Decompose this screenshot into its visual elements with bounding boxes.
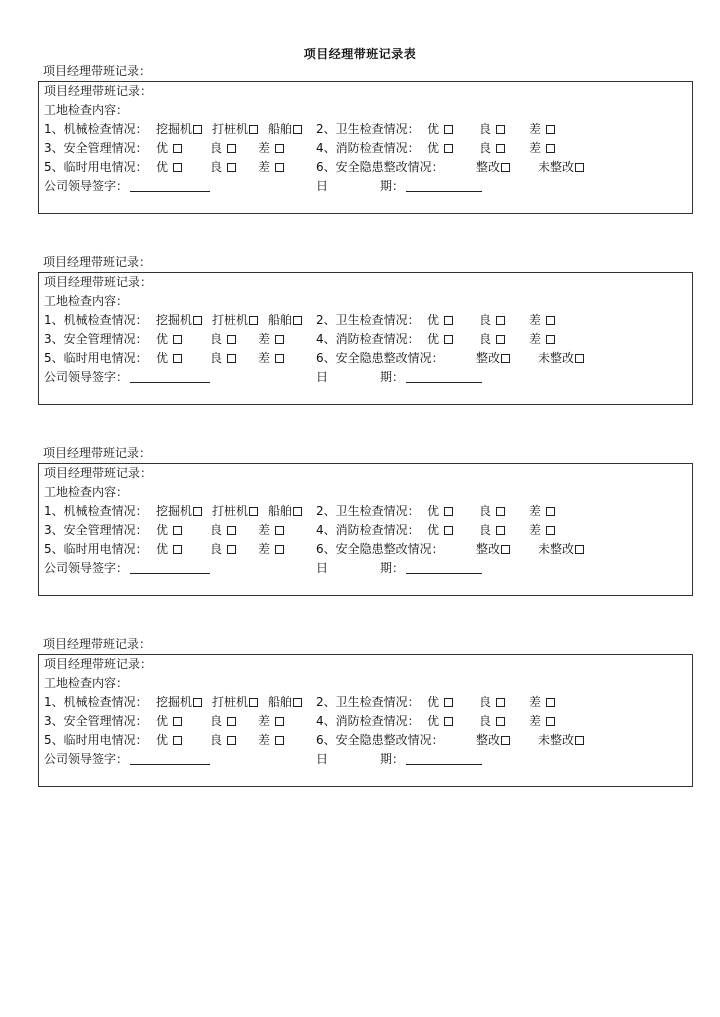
option-label: 良 [210, 733, 223, 747]
checkbox[interactable] [496, 144, 505, 153]
option-label: 优 [427, 714, 440, 728]
temporary-power-label: 5、临时用电情况： [44, 351, 148, 365]
option-poor[interactable] [258, 160, 284, 174]
signature-label: 公司领导签字： [44, 370, 129, 384]
option-label: 打桩机 [212, 695, 249, 709]
option-excellent[interactable] [427, 523, 453, 537]
checkbox[interactable] [496, 125, 505, 134]
option-poor[interactable] [258, 714, 284, 728]
hazard-rectification-label: 6、安全隐患整改情况： [316, 160, 444, 174]
checkbox[interactable] [546, 717, 555, 726]
option-label: 优 [156, 160, 169, 174]
fire-check-label: 4、消防检查情况： [316, 332, 420, 346]
option-label: 整改 [476, 733, 501, 747]
date-label: 期： [380, 370, 405, 384]
checkbox[interactable] [249, 125, 258, 134]
option-good[interactable] [479, 714, 505, 728]
option-not-rectified[interactable] [538, 542, 584, 556]
option-excavator[interactable] [156, 122, 202, 136]
date-line[interactable] [406, 752, 482, 765]
option-excellent[interactable] [156, 733, 182, 747]
record-box [38, 654, 693, 787]
option-excellent[interactable] [156, 523, 182, 537]
record-label: 项目经理带班记录： [44, 657, 153, 671]
option-excavator[interactable] [156, 504, 202, 518]
option-not-rectified[interactable] [538, 351, 584, 365]
machinery-check-label: 1、机械检查情况： [44, 313, 148, 327]
option-pile-driver[interactable] [212, 122, 258, 136]
record-box [38, 81, 693, 214]
option-poor[interactable] [258, 542, 284, 556]
date-field[interactable] [380, 370, 482, 384]
checkbox[interactable] [293, 698, 302, 707]
option-excavator[interactable] [156, 313, 202, 327]
option-excellent[interactable] [427, 122, 453, 136]
option-excellent[interactable] [427, 332, 453, 346]
option-excellent[interactable] [156, 160, 182, 174]
leader-signature-field[interactable] [44, 752, 210, 766]
option-label: 未整改 [538, 542, 575, 556]
option-poor[interactable] [529, 695, 555, 709]
checkbox[interactable] [227, 354, 236, 363]
option-label: 优 [156, 523, 169, 537]
date-line[interactable] [406, 561, 482, 574]
option-label: 良 [479, 695, 492, 709]
option-label: 整改 [476, 160, 501, 174]
leader-signature-field[interactable] [44, 370, 210, 384]
checkbox[interactable] [575, 545, 584, 554]
hazard-rectification-label: 6、安全隐患整改情况： [316, 542, 444, 556]
option-good[interactable] [479, 313, 505, 327]
checkbox[interactable] [249, 507, 258, 516]
option-label: 良 [210, 523, 223, 537]
date-label: 期： [380, 752, 405, 766]
checkbox[interactable] [275, 335, 284, 344]
option-label: 优 [156, 542, 169, 556]
record-label: 项目经理带班记录： [44, 84, 153, 98]
checkbox[interactable] [546, 507, 555, 516]
option-good[interactable] [210, 542, 236, 556]
checkbox[interactable] [444, 335, 453, 344]
option-rectified[interactable] [476, 351, 510, 365]
checkbox[interactable] [193, 316, 202, 325]
option-label: 差 [529, 504, 542, 518]
option-label: 差 [529, 523, 542, 537]
option-good[interactable] [479, 695, 505, 709]
date-label: 期： [380, 561, 405, 575]
checkbox[interactable] [173, 144, 182, 153]
option-label: 打桩机 [212, 313, 249, 327]
option-ship[interactable] [268, 122, 302, 136]
option-poor[interactable] [258, 141, 284, 155]
option-label: 差 [258, 351, 271, 365]
checkbox[interactable] [575, 163, 584, 172]
record-heading: 项目经理带班记录： [43, 446, 152, 460]
fire-check-label: 4、消防检查情况： [316, 523, 420, 537]
date-label-day: 日 [316, 179, 329, 193]
option-ship[interactable] [268, 313, 302, 327]
fire-check-label: 4、消防检查情况： [316, 714, 420, 728]
checkbox[interactable] [496, 507, 505, 516]
date-field[interactable] [380, 179, 482, 193]
option-excellent[interactable] [156, 141, 182, 155]
checkbox[interactable] [173, 335, 182, 344]
option-good[interactable] [210, 351, 236, 365]
option-label: 差 [258, 160, 271, 174]
checkbox[interactable] [444, 717, 453, 726]
temporary-power-label: 5、临时用电情况： [44, 733, 148, 747]
option-label: 良 [479, 332, 492, 346]
safety-management-label: 3、安全管理情况： [44, 332, 148, 346]
record-heading: 项目经理带班记录： [43, 255, 152, 269]
checkbox[interactable] [496, 316, 505, 325]
checkbox[interactable] [275, 163, 284, 172]
option-ship[interactable] [268, 504, 302, 518]
option-excellent[interactable] [427, 141, 453, 155]
checkbox[interactable] [546, 698, 555, 707]
option-poor[interactable] [258, 523, 284, 537]
option-poor[interactable] [258, 332, 284, 346]
option-label: 良 [210, 332, 223, 346]
checkbox[interactable] [275, 545, 284, 554]
option-good[interactable] [210, 332, 236, 346]
signature-line[interactable] [130, 752, 210, 765]
site-check-label: 工地检查内容： [44, 676, 129, 690]
option-poor[interactable] [529, 141, 555, 155]
option-good[interactable] [479, 141, 505, 155]
option-label: 差 [529, 122, 542, 136]
option-label: 打桩机 [212, 504, 249, 518]
safety-management-label: 3、安全管理情况： [44, 523, 148, 537]
checkbox[interactable] [546, 144, 555, 153]
option-pile-driver[interactable] [212, 313, 258, 327]
option-label: 良 [210, 160, 223, 174]
site-check-label: 工地检查内容： [44, 294, 129, 308]
checkbox[interactable] [227, 335, 236, 344]
option-label: 优 [427, 523, 440, 537]
option-good[interactable] [479, 504, 505, 518]
checkbox[interactable] [173, 717, 182, 726]
option-label: 良 [210, 714, 223, 728]
hazard-rectification-label: 6、安全隐患整改情况： [316, 733, 444, 747]
option-label: 优 [427, 313, 440, 327]
option-good[interactable] [479, 122, 505, 136]
checkbox[interactable] [293, 316, 302, 325]
option-poor[interactable] [529, 504, 555, 518]
option-poor[interactable] [529, 523, 555, 537]
checkbox[interactable] [249, 316, 258, 325]
option-label: 良 [479, 523, 492, 537]
option-poor[interactable] [258, 733, 284, 747]
hygiene-check-label: 2、卫生检查情况： [316, 504, 420, 518]
option-rectified[interactable] [476, 542, 510, 556]
option-label: 良 [210, 141, 223, 155]
option-ship[interactable] [268, 695, 302, 709]
option-label: 良 [479, 122, 492, 136]
option-label: 差 [258, 714, 271, 728]
leader-signature-field[interactable] [44, 179, 210, 193]
option-poor[interactable] [529, 714, 555, 728]
option-excellent[interactable] [156, 351, 182, 365]
option-pile-driver[interactable] [212, 504, 258, 518]
checkbox[interactable] [501, 545, 510, 554]
option-label: 差 [529, 141, 542, 155]
checkbox[interactable] [575, 736, 584, 745]
option-label: 优 [427, 695, 440, 709]
record-label: 项目经理带班记录： [44, 466, 153, 480]
site-check-label: 工地检查内容： [44, 485, 129, 499]
option-label: 打桩机 [212, 122, 249, 136]
option-label: 挖掘机 [156, 122, 193, 136]
checkbox[interactable] [444, 698, 453, 707]
option-label: 未整改 [538, 733, 575, 747]
record-heading: 项目经理带班记录： [43, 637, 152, 651]
checkbox[interactable] [275, 717, 284, 726]
checkbox[interactable] [496, 698, 505, 707]
option-label: 未整改 [538, 351, 575, 365]
option-label: 船舶 [268, 313, 293, 327]
option-label: 挖掘机 [156, 504, 193, 518]
option-label: 船舶 [268, 122, 293, 136]
record-heading: 项目经理带班记录： [43, 64, 152, 78]
record-label: 项目经理带班记录： [44, 275, 153, 289]
checkbox[interactable] [444, 144, 453, 153]
option-label: 优 [427, 332, 440, 346]
option-label: 整改 [476, 542, 501, 556]
checkbox[interactable] [275, 526, 284, 535]
option-excellent[interactable] [156, 542, 182, 556]
record-box [38, 272, 693, 405]
checkbox[interactable] [501, 354, 510, 363]
checkbox[interactable] [227, 717, 236, 726]
option-label: 差 [529, 714, 542, 728]
date-label: 期： [380, 179, 405, 193]
machinery-check-label: 1、机械检查情况： [44, 504, 148, 518]
machinery-check-label: 1、机械检查情况： [44, 122, 148, 136]
option-excellent[interactable] [156, 332, 182, 346]
signature-line[interactable] [130, 179, 210, 192]
checkbox[interactable] [275, 144, 284, 153]
fire-check-label: 4、消防检查情况： [316, 141, 420, 155]
option-not-rectified[interactable] [538, 160, 584, 174]
checkbox[interactable] [496, 335, 505, 344]
option-excellent[interactable] [427, 695, 453, 709]
signature-line[interactable] [130, 561, 210, 574]
checkbox[interactable] [444, 526, 453, 535]
signature-label: 公司领导签字： [44, 179, 129, 193]
option-excellent[interactable] [427, 313, 453, 327]
option-label: 差 [258, 523, 271, 537]
checkbox[interactable] [227, 736, 236, 745]
option-label: 良 [210, 351, 223, 365]
hygiene-check-label: 2、卫生检查情况： [316, 122, 420, 136]
option-label: 优 [427, 504, 440, 518]
checkbox[interactable] [173, 354, 182, 363]
signature-label: 公司领导签字： [44, 561, 129, 575]
checkbox[interactable] [227, 545, 236, 554]
option-label: 良 [479, 141, 492, 155]
option-label: 优 [427, 141, 440, 155]
date-line[interactable] [406, 370, 482, 383]
site-check-label: 工地检查内容： [44, 103, 129, 117]
option-good[interactable] [210, 523, 236, 537]
option-label: 差 [258, 542, 271, 556]
option-excellent[interactable] [156, 714, 182, 728]
option-label: 船舶 [268, 504, 293, 518]
option-rectified[interactable] [476, 733, 510, 747]
option-poor[interactable] [529, 313, 555, 327]
page-title: 项目经理带班记录表 [303, 47, 417, 61]
option-label: 挖掘机 [156, 695, 193, 709]
option-good[interactable] [210, 714, 236, 728]
checkbox[interactable] [546, 316, 555, 325]
safety-management-label: 3、安全管理情况： [44, 141, 148, 155]
hygiene-check-label: 2、卫生检查情况： [316, 695, 420, 709]
date-label-day: 日 [316, 561, 329, 575]
option-label: 良 [479, 714, 492, 728]
checkbox[interactable] [193, 507, 202, 516]
checkbox[interactable] [227, 526, 236, 535]
option-label: 优 [156, 733, 169, 747]
option-label: 优 [156, 714, 169, 728]
option-label: 差 [258, 733, 271, 747]
option-poor[interactable] [529, 332, 555, 346]
checkbox[interactable] [173, 545, 182, 554]
option-label: 船舶 [268, 695, 293, 709]
option-label: 良 [479, 313, 492, 327]
checkbox[interactable] [293, 507, 302, 516]
checkbox[interactable] [275, 354, 284, 363]
option-label: 优 [156, 332, 169, 346]
checkbox[interactable] [173, 163, 182, 172]
option-rectified[interactable] [476, 160, 510, 174]
option-good[interactable] [210, 160, 236, 174]
checkbox[interactable] [444, 507, 453, 516]
option-label: 良 [479, 504, 492, 518]
checkbox[interactable] [173, 736, 182, 745]
option-good[interactable] [210, 733, 236, 747]
checkbox[interactable] [249, 698, 258, 707]
safety-management-label: 3、安全管理情况： [44, 714, 148, 728]
hygiene-check-label: 2、卫生检查情况： [316, 313, 420, 327]
checkbox[interactable] [546, 335, 555, 344]
option-label: 优 [427, 122, 440, 136]
record-box [38, 463, 693, 596]
option-excellent[interactable] [427, 714, 453, 728]
option-label: 良 [210, 542, 223, 556]
option-excavator[interactable] [156, 695, 202, 709]
option-label: 差 [258, 332, 271, 346]
option-label: 差 [258, 141, 271, 155]
option-good[interactable] [210, 141, 236, 155]
option-not-rectified[interactable] [538, 733, 584, 747]
option-label: 未整改 [538, 160, 575, 174]
machinery-check-label: 1、机械检查情况： [44, 695, 148, 709]
temporary-power-label: 5、临时用电情况： [44, 160, 148, 174]
option-label: 优 [156, 351, 169, 365]
option-good[interactable] [479, 523, 505, 537]
option-label: 挖掘机 [156, 313, 193, 327]
checkbox[interactable] [546, 125, 555, 134]
leader-signature-field[interactable] [44, 561, 210, 575]
option-label: 整改 [476, 351, 501, 365]
checkbox[interactable] [227, 163, 236, 172]
temporary-power-label: 5、临时用电情况： [44, 542, 148, 556]
option-label: 优 [156, 141, 169, 155]
checkbox[interactable] [444, 316, 453, 325]
date-label-day: 日 [316, 370, 329, 384]
checkbox[interactable] [575, 354, 584, 363]
signature-line[interactable] [130, 370, 210, 383]
option-label: 差 [529, 313, 542, 327]
checkbox[interactable] [293, 125, 302, 134]
checkbox[interactable] [444, 125, 453, 134]
option-pile-driver[interactable] [212, 695, 258, 709]
checkbox[interactable] [501, 736, 510, 745]
checkbox[interactable] [227, 144, 236, 153]
checkbox[interactable] [275, 736, 284, 745]
date-label-day: 日 [316, 752, 329, 766]
hazard-rectification-label: 6、安全隐患整改情况： [316, 351, 444, 365]
date-line[interactable] [406, 179, 482, 192]
option-poor[interactable] [529, 122, 555, 136]
checkbox[interactable] [193, 125, 202, 134]
option-label: 差 [529, 695, 542, 709]
signature-label: 公司领导签字： [44, 752, 129, 766]
checkbox[interactable] [193, 698, 202, 707]
date-field[interactable] [380, 752, 482, 766]
date-field[interactable] [380, 561, 482, 575]
option-good[interactable] [479, 332, 505, 346]
option-excellent[interactable] [427, 504, 453, 518]
option-poor[interactable] [258, 351, 284, 365]
checkbox[interactable] [496, 717, 505, 726]
checkbox[interactable] [501, 163, 510, 172]
checkbox[interactable] [546, 526, 555, 535]
checkbox[interactable] [496, 526, 505, 535]
option-label: 差 [529, 332, 542, 346]
checkbox[interactable] [173, 526, 182, 535]
